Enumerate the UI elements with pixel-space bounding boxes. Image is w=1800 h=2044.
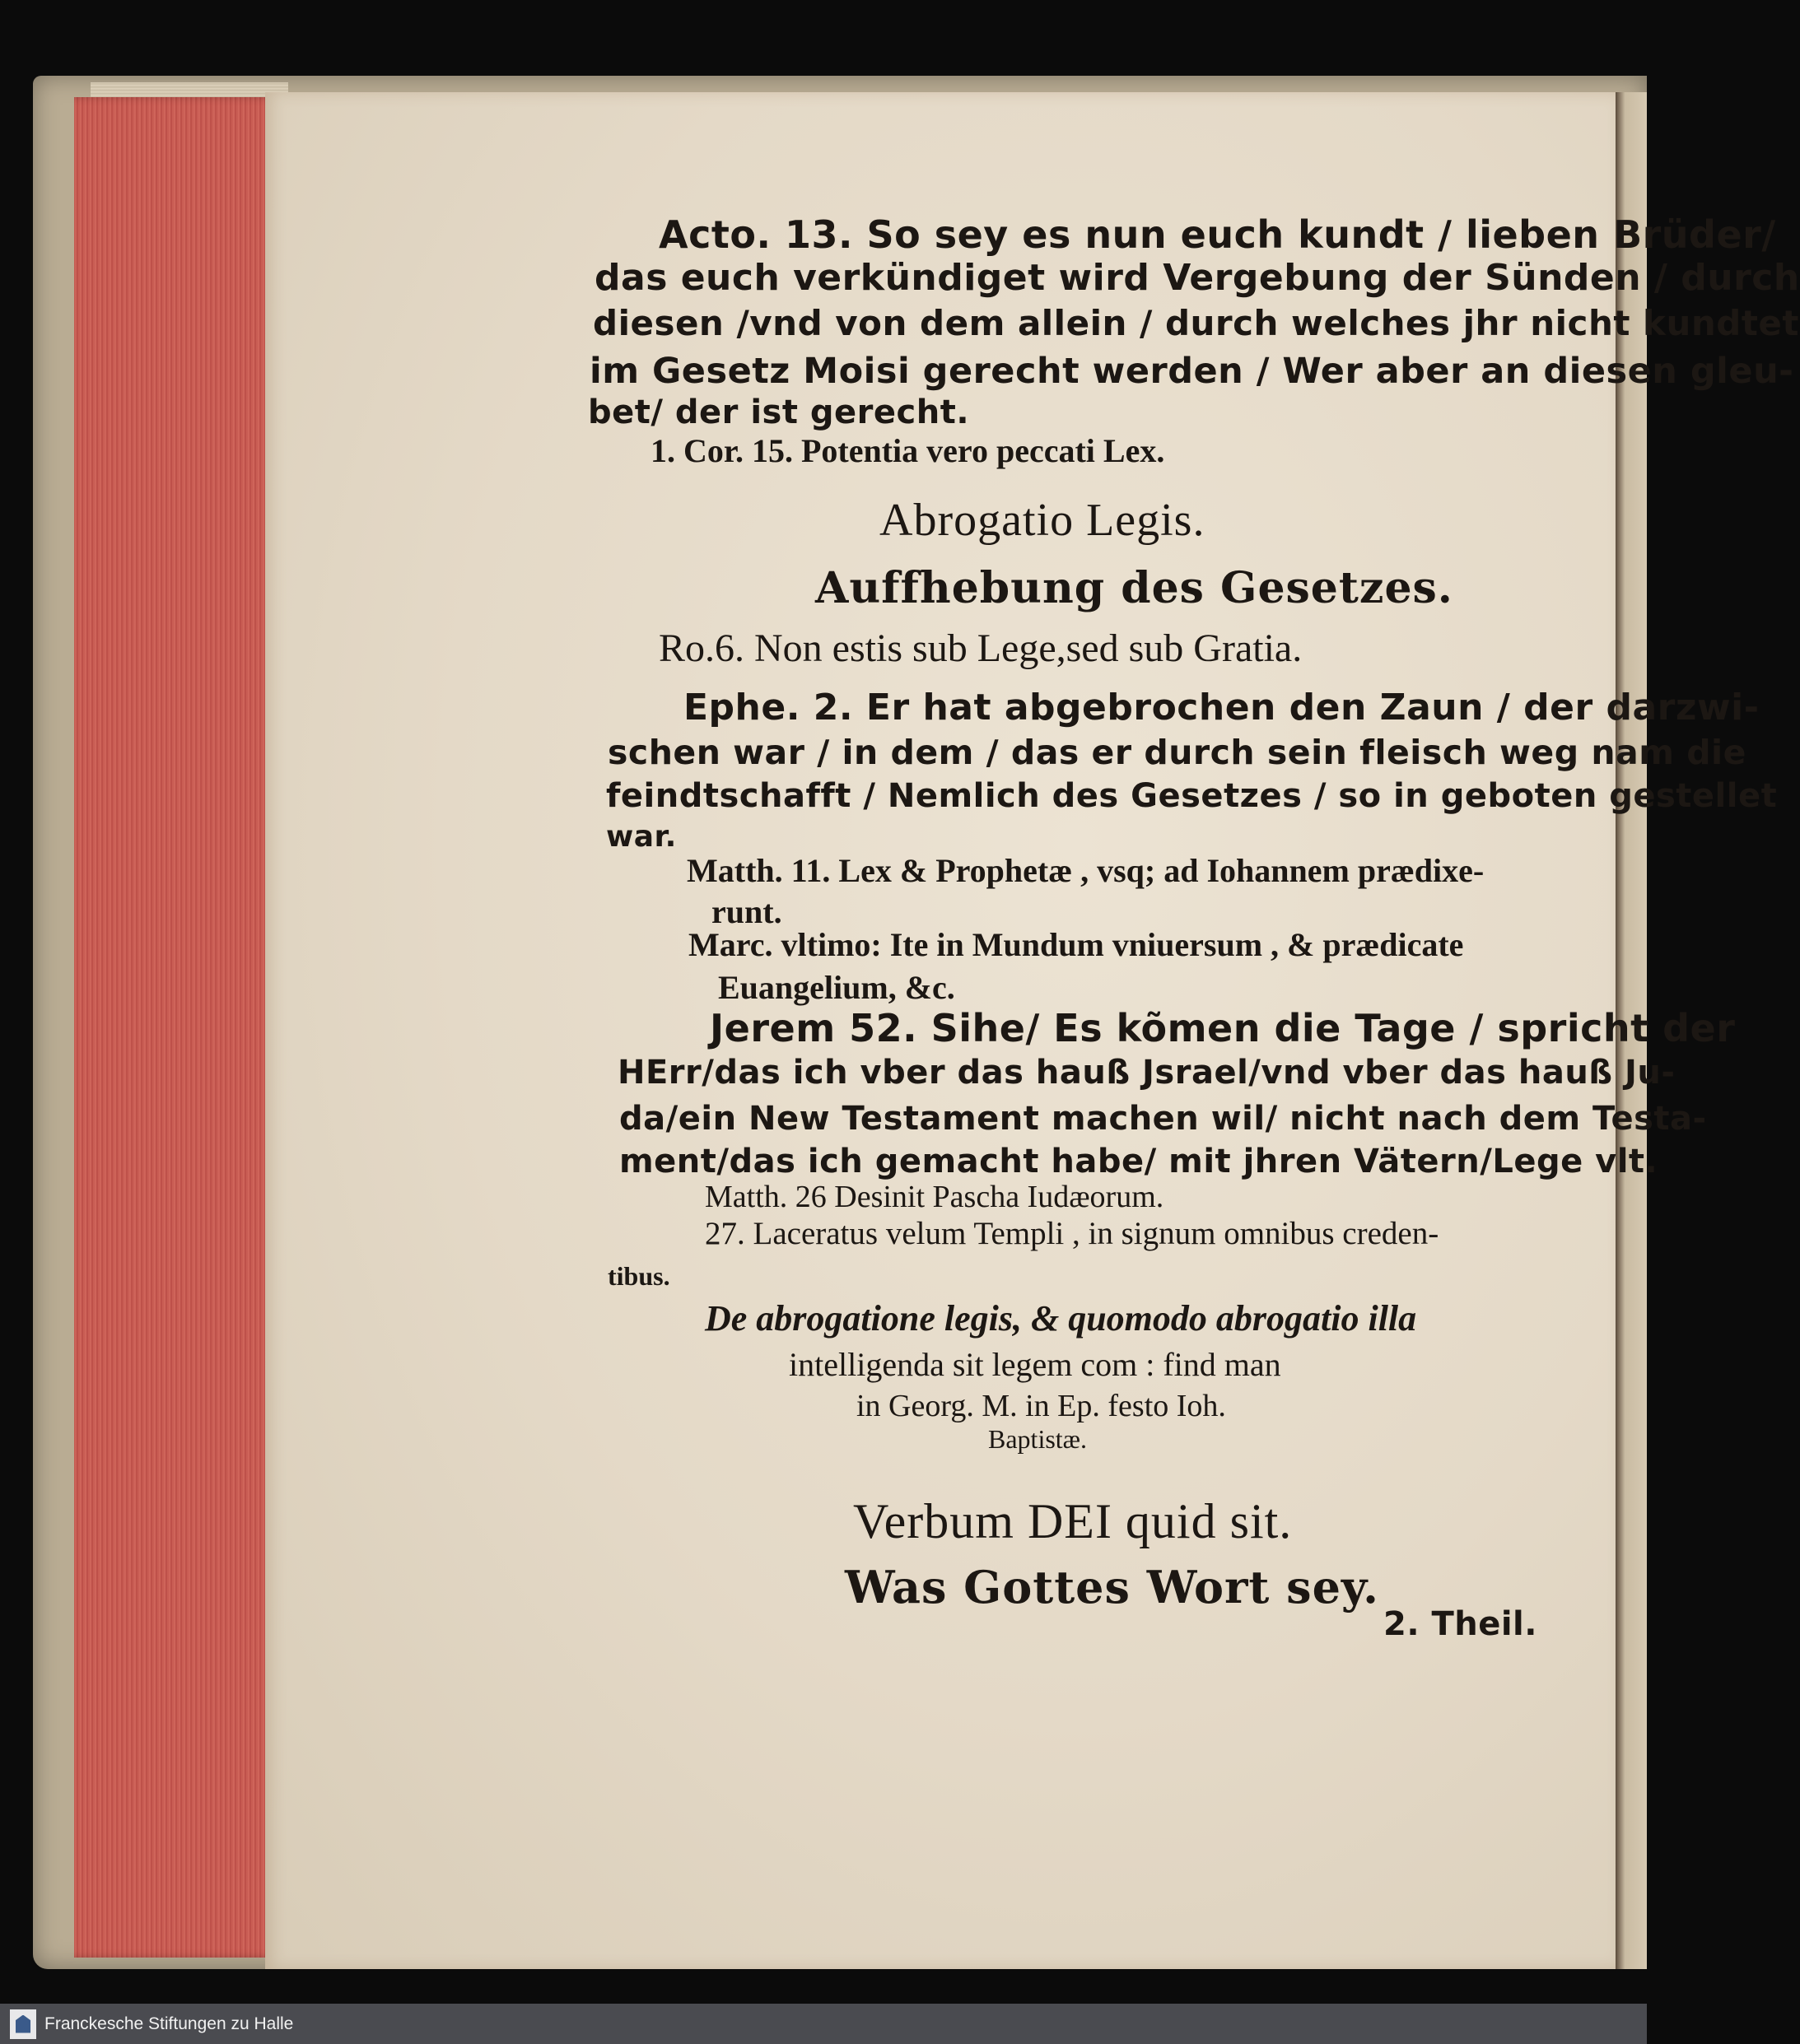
text-line: ment/das ich gemacht habe/ mit jhren Vätern/Lege vlt. (619, 1143, 1658, 1180)
text-line: Ephe. 2. Er hat abgebrochen den Zaun / der darzwi- (683, 687, 1760, 729)
section-heading: Was Gottes Wort sey. (845, 1561, 1379, 1613)
text-line: in Georg. M. in Ep. festo Ioh. (856, 1389, 1226, 1423)
text-line: Acto. 13. So sey es nun euch kundt / lieben Brüder/ (659, 212, 1776, 257)
text-line: tibus. (608, 1261, 670, 1291)
text-line: schen war / in dem / das er durch sein fleisch weg nam die (608, 733, 1746, 772)
text-line: bet/ der ist gerecht. (588, 393, 970, 431)
text-line: Jerem 52. Sihe/ Es kõmen die Tage / spricht der (710, 1006, 1736, 1050)
text-line: diesen /vnd von dem allein / durch welches jhr nicht kundtet (593, 303, 1799, 343)
text-line: Baptistæ. (988, 1424, 1088, 1454)
section-heading: Abrogatio Legis. (879, 495, 1205, 546)
footer-label: Franckesche Stiftungen zu Halle (44, 2014, 294, 2033)
text-line: im Gesetz Moisi gerecht werden / Wer aber an diesen gleu- (590, 351, 1794, 392)
text-line: 1. Cor. 15. Potentia vero peccati Lex. (651, 432, 1165, 469)
institution-logo-icon (10, 2009, 36, 2039)
text-line: da/ein New Testament machen wil/ nicht nach dem Testa- (619, 1100, 1707, 1138)
text-line: Ro.6. Non estis sub Lege,sed sub Gratia. (659, 626, 1303, 670)
text-line: Marc. vltimo: Ite in Mundum vniuersum , & prædicate (688, 926, 1464, 963)
section-heading: Verbum DEI quid sit. (853, 1494, 1293, 1548)
text-line: runt. (711, 893, 782, 930)
italic-note: De abrogatione legis, & quomodo abrogatio illa (705, 1298, 1417, 1339)
text-line: Euangelium, &c. (718, 969, 955, 1006)
text-line: war. (606, 820, 677, 854)
footer-bar (0, 2004, 1647, 2044)
catchword: 2. Theil. (1383, 1605, 1537, 1643)
section-heading: Auffhebung des Gesetzes. (815, 563, 1453, 613)
building-icon (16, 2015, 30, 2033)
text-line: feindtschafft / Nemlich des Gesetzes / so in geboten gestellet (606, 777, 1778, 815)
text-line: Matth. 26 Desinit Pascha Iudæorum. (705, 1180, 1164, 1214)
text-line: HErr/das ich vber das hauß Jsrael/vnd vber das hauß Ju- (618, 1054, 1676, 1092)
text-line: 27. Laceratus velum Templi , in signum omnibus creden- (705, 1216, 1439, 1251)
red-page-edges (74, 97, 280, 1958)
text-line: das euch verkündiget wird Vergebung der Sünden / durch (595, 257, 1800, 299)
text-line: intelligenda sit legem com : find man (789, 1346, 1281, 1383)
text-line: Matth. 11. Lex & Prophetæ , vsq; ad Iohannem prædixe- (687, 852, 1485, 889)
